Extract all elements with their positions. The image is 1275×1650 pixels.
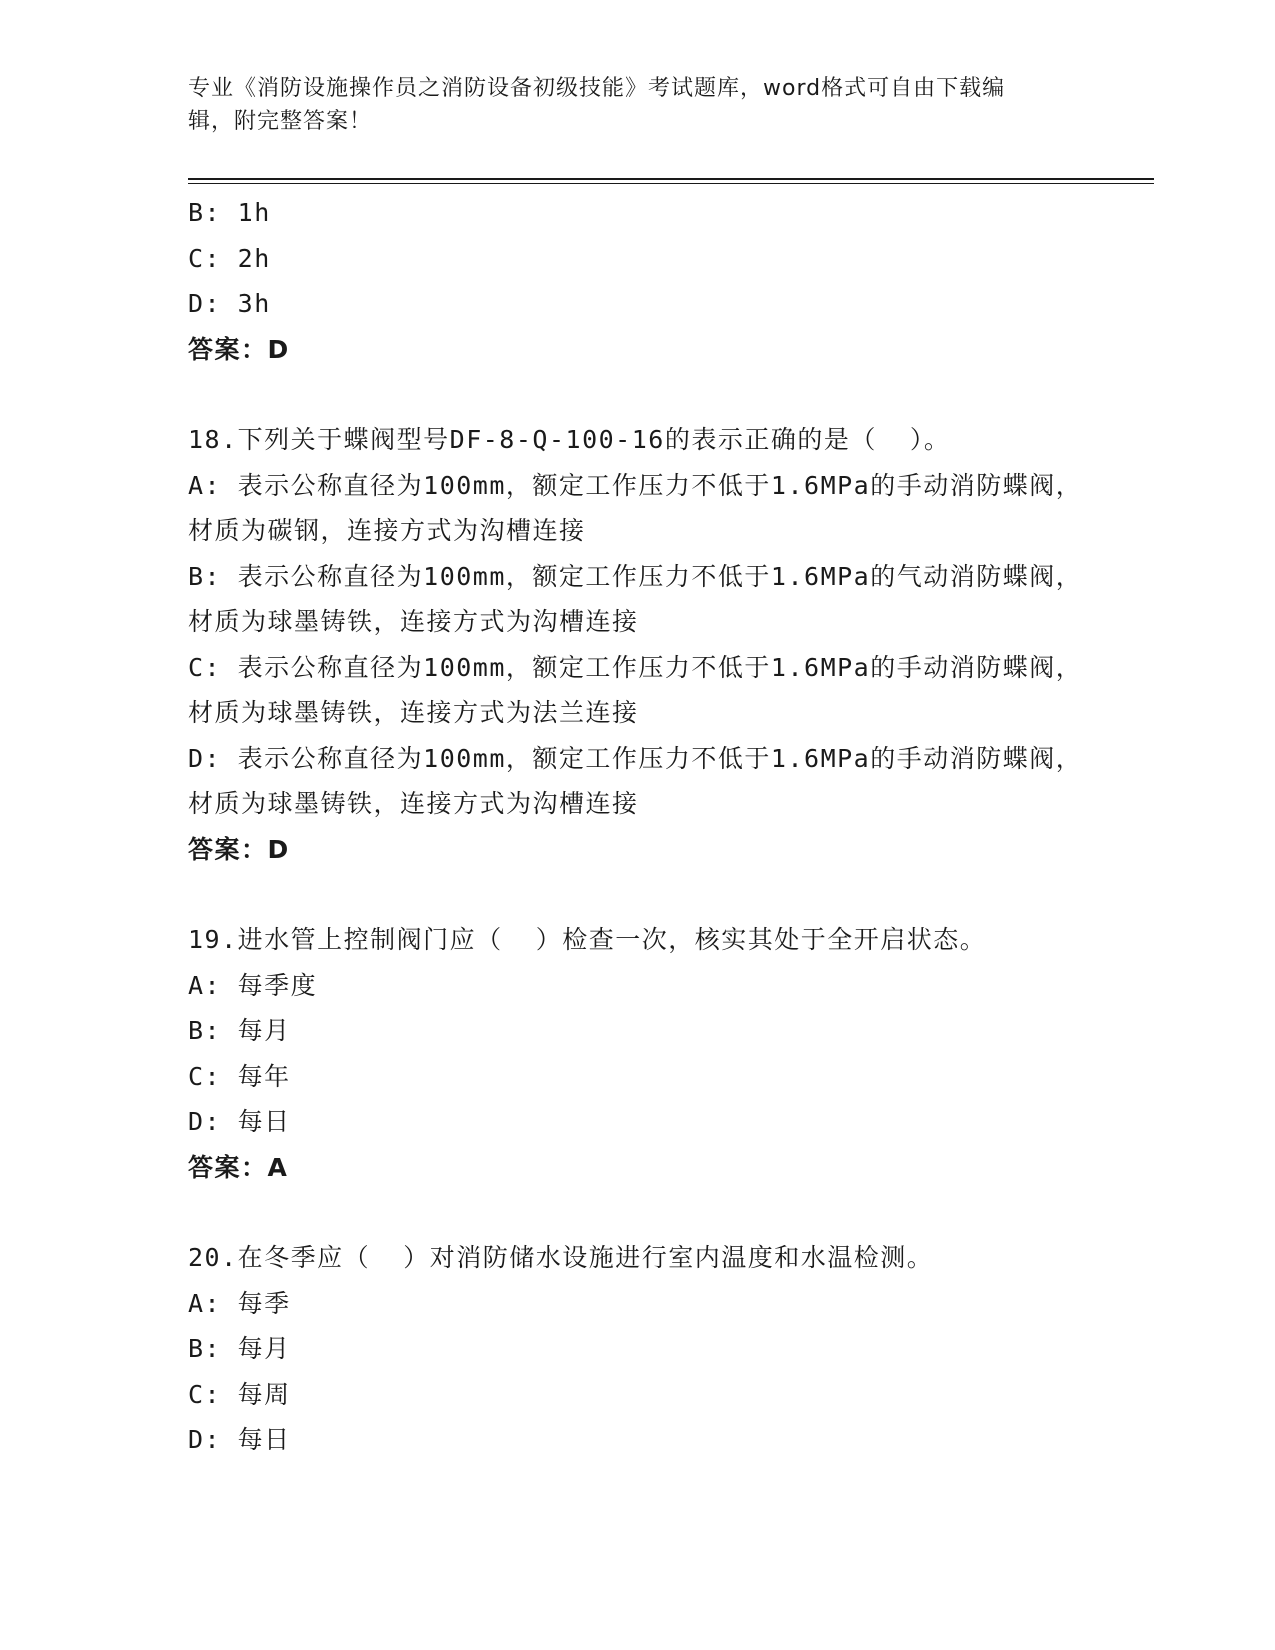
option-c: C: 每年: [188, 1061, 291, 1091]
option-d: D: 每日: [188, 1425, 291, 1454]
question-19: [188, 917, 1088, 1190]
header-line-1: 专业《消防设施操作员之消防设备初级技能》考试题库，word格式可自由下载编: [188, 76, 1006, 101]
question-content: [188, 190, 1088, 1463]
option-c: C: 2h: [188, 243, 271, 273]
answer-label: 答案：A: [188, 1152, 289, 1182]
answer-label: 答案：D: [188, 334, 290, 364]
option-d: D: 3h: [188, 289, 271, 318]
header-divider-thick: [188, 178, 1154, 180]
option-b: B: 每月: [188, 1334, 291, 1363]
question-18: [188, 417, 1088, 872]
option-a: A: 表示公称直径为100mm，额定工作压力不低于1.6MPa的手动消防蝶阀，材质为碳钢，连接方式为沟槽连接: [188, 470, 1083, 545]
question-stem: 19.进水管上控制阀门应（ ）检查一次，核实其处于全开启状态。: [188, 925, 987, 954]
option-d: D: 表示公称直径为100mm，额定工作压力不低于1.6MPa的手动消防蝶阀，材质为球墨铸铁，连接方式为沟槽连接: [188, 743, 1083, 818]
question-20: [188, 1235, 1088, 1463]
header-divider-thin: [188, 183, 1154, 184]
option-b: B: 每月: [188, 1016, 291, 1045]
option-d: D: 每日: [188, 1107, 291, 1136]
option-c: C: 每周: [188, 1379, 291, 1409]
option-a: A: 每季度: [188, 970, 318, 1000]
option-a: A: 每季: [188, 1288, 291, 1318]
option-c: C: 表示公称直径为100mm，额定工作压力不低于1.6MPa的手动消防蝶阀，材质为球墨铸铁，连接方式为法兰连接: [188, 652, 1083, 727]
document-header: [188, 72, 1068, 138]
header-line-2: 辑，附完整答案！: [188, 109, 373, 134]
option-b: B: 表示公称直径为100mm，额定工作压力不低于1.6MPa的气动消防蝶阀，材质为球墨铸铁，连接方式为沟槽连接: [188, 561, 1083, 636]
question-stem: 20.在冬季应（ ）对消防储水设施进行室内温度和水温检测。: [188, 1243, 934, 1272]
option-b: B: 1h: [188, 198, 271, 227]
question-stem: 18.下列关于蝶阀型号DF-8-Q-100-16的表示正确的是（ ）。: [188, 425, 951, 454]
answer-label: 答案：D: [188, 834, 290, 864]
question-17-tail: [188, 190, 1088, 372]
